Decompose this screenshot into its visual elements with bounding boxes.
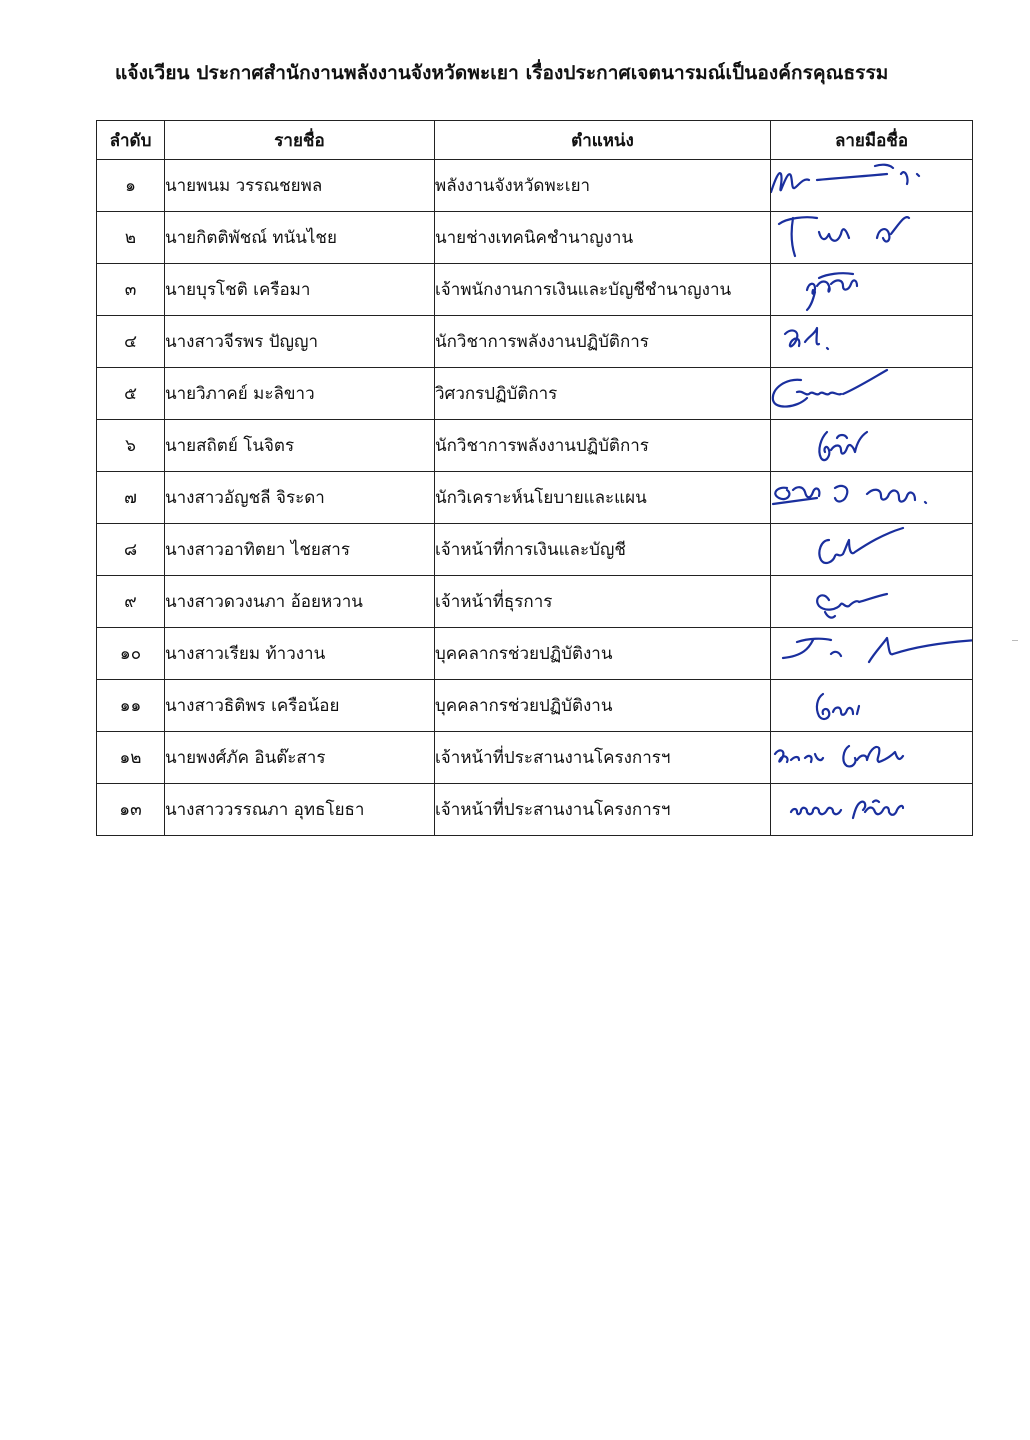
table-row [97, 160, 973, 212]
row-order: ๑๐ [97, 628, 165, 680]
table-row [97, 420, 973, 472]
row-name: นางสาวธิติพร เครือน้อย [165, 680, 435, 732]
row-signature-cell [771, 472, 973, 524]
row-signature-cell [771, 680, 973, 732]
row-name: นายพงศ์ภัค อินต๊ะสาร [165, 732, 435, 784]
row-position: นักวิชาการพลังงานปฏิบัติการ [435, 420, 771, 472]
row-position: นายช่างเทคนิคชำนาญงาน [435, 212, 771, 264]
row-position: เจ้าหน้าที่ประสานงานโครงการฯ [435, 732, 771, 784]
row-signature-cell [771, 264, 973, 316]
scan-artifact [1012, 640, 1018, 641]
row-order: ๙ [97, 576, 165, 628]
row-order: ๑๓ [97, 784, 165, 836]
row-position: บุคคลากรช่วยปฏิบัติงาน [435, 680, 771, 732]
row-position: เจ้าพนักงานการเงินและบัญชีชำนาญงาน [435, 264, 771, 316]
row-order: ๑๑ [97, 680, 165, 732]
row-position: นักวิชาการพลังงานปฏิบัติการ [435, 316, 771, 368]
header-name: รายชื่อ [165, 121, 435, 160]
row-signature-cell [771, 368, 973, 420]
handwritten-signature [771, 212, 973, 264]
handwritten-signature [771, 576, 973, 628]
table-row [97, 524, 973, 576]
row-order: ๓ [97, 264, 165, 316]
row-name: นายสถิตย์ โนจิตร [165, 420, 435, 472]
handwritten-signature [771, 680, 973, 732]
row-position: เจ้าหน้าที่การเงินและบัญชี [435, 524, 771, 576]
row-signature-cell [771, 160, 973, 212]
table-row [97, 732, 973, 784]
table-row [97, 472, 973, 524]
table-header-row [97, 121, 973, 160]
row-position: บุคคลากรช่วยปฏิบัติงาน [435, 628, 771, 680]
handwritten-signature [771, 784, 973, 836]
handwritten-signature [771, 524, 973, 576]
handwritten-signature [771, 628, 973, 680]
row-name: นายกิตติพัชณ์ ทนันไชย [165, 212, 435, 264]
table-row [97, 212, 973, 264]
row-order: ๕ [97, 368, 165, 420]
row-name: นายพนม วรรณชยพล [165, 160, 435, 212]
row-position: นักวิเคราะห์นโยบายและแผน [435, 472, 771, 524]
row-name: นางสาวเรียม ท้าวงาน [165, 628, 435, 680]
header-signature: ลายมือชื่อ [771, 121, 973, 160]
row-name: นางสาวจีรพร ปัญญา [165, 316, 435, 368]
row-position: พลังงานจังหวัดพะเยา [435, 160, 771, 212]
row-signature-cell [771, 576, 973, 628]
row-signature-cell [771, 628, 973, 680]
row-signature-cell [771, 732, 973, 784]
row-signature-cell [771, 524, 973, 576]
row-order: ๑๒ [97, 732, 165, 784]
row-signature-cell [771, 316, 973, 368]
row-signature-cell [771, 420, 973, 472]
row-name: นายวิภาคย์ มะลิขาว [165, 368, 435, 420]
table-row [97, 264, 973, 316]
row-position: เจ้าหน้าที่ธุรการ [435, 576, 771, 628]
handwritten-signature [771, 160, 973, 212]
handwritten-signature [771, 420, 973, 472]
table-row [97, 368, 973, 420]
row-name: นางสาวอัญชลี จิระดา [165, 472, 435, 524]
handwritten-signature [771, 264, 973, 316]
signature-table [96, 120, 973, 836]
handwritten-signature [771, 368, 973, 420]
row-order: ๘ [97, 524, 165, 576]
row-position: เจ้าหน้าที่ประสานงานโครงการฯ [435, 784, 771, 836]
table-row [97, 576, 973, 628]
handwritten-signature [771, 732, 973, 784]
handwritten-signature [771, 316, 973, 368]
row-order: ๒ [97, 212, 165, 264]
row-signature-cell [771, 784, 973, 836]
row-order: ๑ [97, 160, 165, 212]
header-order: ลำดับ [97, 121, 165, 160]
row-order: ๖ [97, 420, 165, 472]
row-name: นางสาววรรณภา อุทธโยธา [165, 784, 435, 836]
row-name: นางสาวอาทิตยา ไชยสาร [165, 524, 435, 576]
table-row [97, 784, 973, 836]
row-name: นางสาวดวงนภา อ้อยหวาน [165, 576, 435, 628]
handwritten-signature [771, 472, 973, 524]
header-position: ตำแหน่ง [435, 121, 771, 160]
row-order: ๗ [97, 472, 165, 524]
row-signature-cell [771, 212, 973, 264]
table-row [97, 316, 973, 368]
table-row [97, 628, 973, 680]
table-row [97, 680, 973, 732]
row-order: ๔ [97, 316, 165, 368]
row-position: วิศวกรปฏิบัติการ [435, 368, 771, 420]
row-name: นายบุรโชติ เครือมา [165, 264, 435, 316]
document-title: แจ้งเวียน ประกาศสำนักงานพลังงานจังหวัดพะเยา เรื่องประกาศเจตนารมณ์เป็นองค์กรคุณธรรม [115, 62, 889, 84]
